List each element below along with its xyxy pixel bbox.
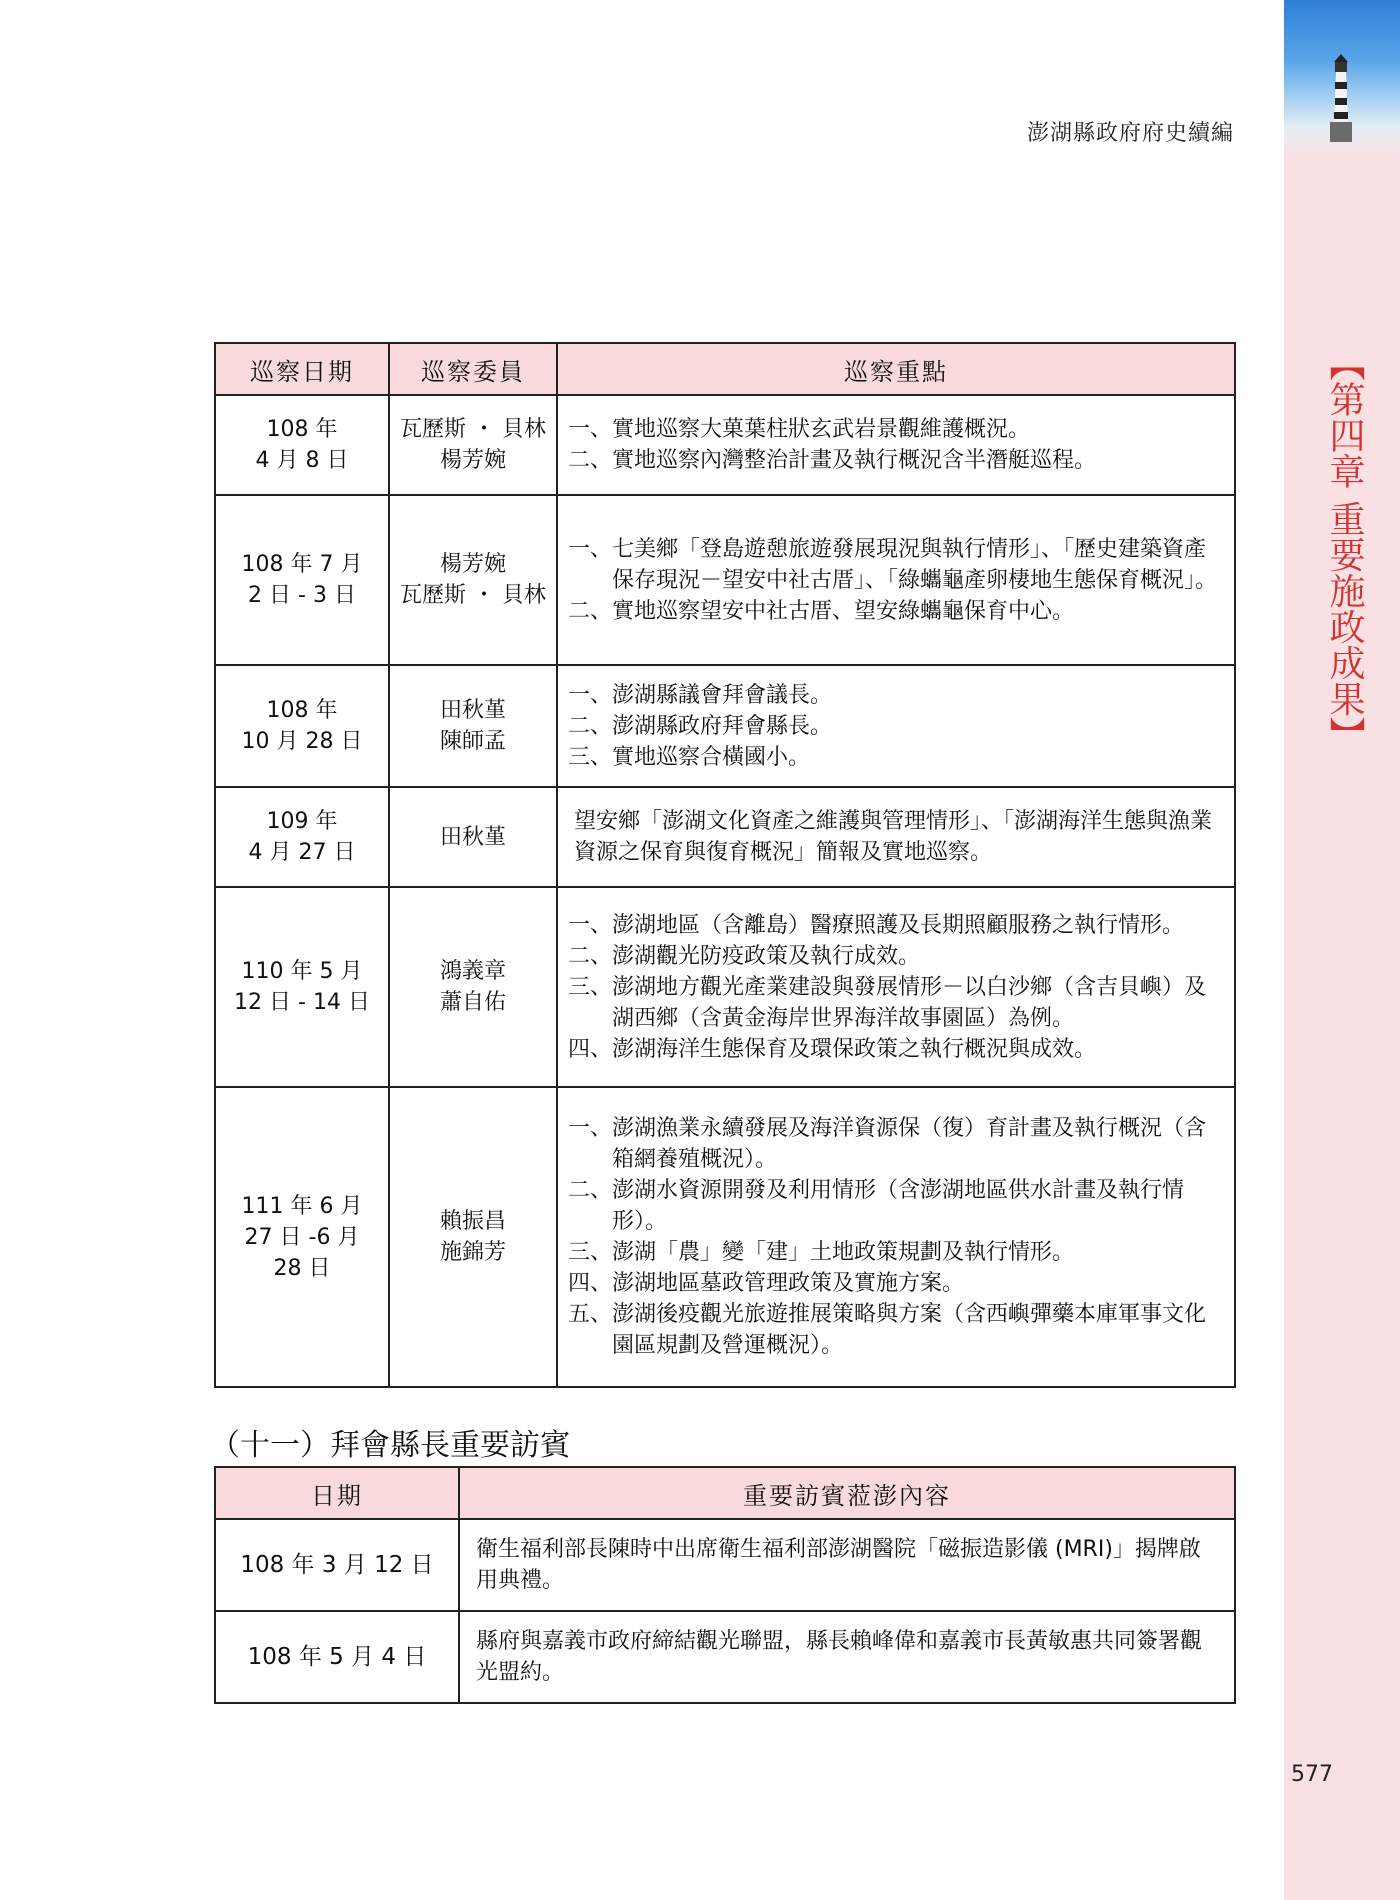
inspection-date	[215, 495, 389, 665]
date-line: 12 日 - 14 日	[234, 990, 370, 1015]
date-line: 28 日	[273, 1255, 331, 1281]
point-number: 三、	[568, 1240, 613, 1265]
point-text: 澎湖漁業永續發展及海洋資源保（復）育計畫及執行概況（含箱網養殖概況）。	[612, 1116, 1207, 1172]
date-line: 111 年 6 月	[241, 1193, 363, 1219]
point-number: 一、	[568, 682, 613, 708]
point-number: 二、	[568, 943, 613, 969]
member-name: 田秋堇	[439, 698, 506, 723]
point-item	[568, 1175, 1224, 1237]
inspection-members	[389, 395, 557, 495]
point-text: 實地巡察大菓葉柱狀玄武岩景觀維護概況。	[612, 417, 1031, 442]
date-line: 4 月 27 日	[248, 840, 356, 865]
point-text: 實地巡察合橫國小。	[612, 744, 811, 770]
point-number: 二、	[568, 713, 613, 739]
point-number: 三、	[568, 974, 613, 1000]
side-strip	[1284, 0, 1400, 1900]
point-number: 一、	[568, 1116, 613, 1141]
point-text: 澎湖縣議會拜會議長。	[612, 682, 833, 708]
point-text: 澎湖地區墓政管理政策及實施方案。	[612, 1271, 965, 1296]
point-item	[568, 534, 1224, 596]
point-item	[568, 1299, 1224, 1361]
point-number: 二、	[568, 598, 613, 624]
inspection-points	[557, 787, 1235, 887]
point-text: 澎湖後疫觀光旅遊推展策略與方案（含西嶼彈藥本庫軍事文化園區規劃及營運概況）。	[612, 1302, 1207, 1358]
inspection-points	[557, 887, 1235, 1087]
inspection-points	[557, 665, 1235, 787]
visit-date: 108 年 3 月 12 日	[215, 1519, 459, 1611]
member-name: 施錦芳	[439, 1240, 506, 1265]
inspection-date	[215, 887, 389, 1087]
running-header: 澎湖縣政府府史續編	[1026, 121, 1234, 146]
point-text: 實地巡察望安中社古厝、望安綠蠵龜保育中心。	[612, 598, 1075, 624]
inspection-table-header	[215, 343, 1235, 395]
visit-date: 108 年 5 月 4 日	[215, 1611, 459, 1703]
inspection-date	[215, 787, 389, 887]
point-item	[568, 1113, 1224, 1175]
date-line: 27 日 -6 月	[244, 1224, 360, 1250]
visitors-table-header	[215, 1467, 1235, 1519]
inspection-members	[389, 887, 557, 1087]
inspection-points	[557, 395, 1235, 495]
chapter-tab: 【第四章 重要施政成果】	[1324, 345, 1365, 753]
header-date: 巡察日期	[215, 343, 389, 395]
member-name: 楊芳婉	[439, 448, 506, 473]
point-item	[568, 445, 1224, 476]
point-text: 澎湖水資源開發及利用情形（含澎湖地區供水計畫及執行情形）。	[612, 1178, 1185, 1234]
header-points: 巡察重點	[557, 343, 1235, 395]
inspection-points	[557, 495, 1235, 665]
point-item	[568, 414, 1224, 445]
point-text: 澎湖「農」變「建」土地政策規劃及執行情形。	[612, 1240, 1075, 1265]
inspection-members	[389, 495, 557, 665]
member-name: 瓦歷斯 ・ 貝林	[400, 417, 546, 442]
date-line: 108 年 7 月	[241, 552, 363, 577]
visit-content: 衛生福利部長陳時中出席衛生福利部澎湖醫院「磁振造影儀 (MRI)」揭牌啟用典禮。	[459, 1519, 1235, 1611]
point-item	[568, 1237, 1224, 1268]
inspection-members	[389, 665, 557, 787]
inspection-members	[389, 1087, 557, 1387]
lighthouse-icon	[1324, 52, 1358, 142]
point-text: 澎湖觀光防疫政策及執行成效。	[612, 943, 921, 969]
date-line: 10 月 28 日	[241, 729, 363, 754]
point-item	[568, 680, 1224, 711]
inspection-members	[389, 787, 557, 887]
date-line: 110 年 5 月	[241, 959, 363, 984]
page-number: 577	[1291, 1762, 1333, 1787]
table-row	[215, 665, 1235, 787]
point-number: 二、	[568, 448, 613, 473]
header-visit-content: 重要訪賓蒞澎內容	[459, 1467, 1235, 1519]
date-line: 2 日 - 3 日	[248, 583, 356, 608]
point-number: 五、	[568, 1302, 613, 1327]
date-line: 108 年	[266, 698, 338, 723]
point-item	[568, 596, 1224, 627]
point-item	[568, 910, 1224, 941]
member-name: 鴻義章	[439, 959, 506, 984]
member-name: 蕭自佑	[439, 990, 506, 1015]
point-number: 一、	[568, 912, 613, 938]
point-item	[568, 941, 1224, 972]
date-line: 109 年	[266, 809, 338, 834]
point-number: 一、	[568, 417, 613, 442]
member-name: 楊芳婉	[439, 552, 506, 577]
table-row	[215, 1519, 1235, 1611]
table-row	[215, 1611, 1235, 1703]
point-item	[568, 1034, 1224, 1065]
date-line: 4 月 8 日	[255, 448, 349, 473]
point-text: 七美鄉「登島遊憩旅遊發展現況與執行情形」、「歷史建築資產保存現況－望安中社古厝」、「綠蠵龜產卵棲地生態保育概況」。	[612, 536, 1218, 593]
table-row	[215, 495, 1235, 665]
section-title: （十一）拜會縣長重要訪賓	[210, 1428, 570, 1463]
point-item	[568, 711, 1224, 742]
visitors-table	[214, 1466, 1236, 1704]
inspection-date	[215, 1087, 389, 1387]
point-paragraph: 望安鄉「澎湖文化資產之維護與管理情形」、「澎湖海洋生態與漁業資源之保育與復育概況」簡報及實地巡察。	[574, 809, 1213, 865]
header-members: 巡察委員	[389, 343, 557, 395]
point-item	[568, 1268, 1224, 1299]
point-text: 實地巡察內灣整治計畫及執行概況含半潛艇巡程。	[612, 448, 1097, 473]
point-number: 一、	[568, 536, 613, 562]
member-name: 田秋堇	[439, 824, 506, 850]
inspection-points	[557, 1087, 1235, 1387]
lighthouse-photo	[1284, 0, 1400, 160]
point-item	[568, 742, 1224, 773]
member-name: 陳師孟	[439, 729, 506, 754]
member-name: 瓦歷斯 ・ 貝林	[400, 583, 546, 608]
inspection-date	[215, 665, 389, 787]
member-name: 賴振昌	[439, 1209, 506, 1234]
table-row	[215, 787, 1235, 887]
table-row	[215, 887, 1235, 1087]
table-row	[215, 395, 1235, 495]
point-number: 三、	[568, 744, 613, 770]
point-text: 澎湖地區（含離島）醫療照護及長期照顧服務之執行情形。	[612, 912, 1185, 938]
point-text: 澎湖海洋生態保育及環保政策之執行概況與成效。	[612, 1036, 1097, 1062]
point-number: 四、	[568, 1036, 613, 1062]
point-item	[568, 972, 1224, 1034]
header-visit-date: 日期	[215, 1467, 459, 1519]
point-number: 二、	[568, 1178, 613, 1203]
inspection-date	[215, 395, 389, 495]
point-text: 澎湖縣政府拜會縣長。	[612, 713, 833, 739]
table-row	[215, 1087, 1235, 1387]
inspection-table	[214, 342, 1236, 1388]
date-line: 108 年	[266, 417, 338, 442]
point-text: 澎湖地方觀光產業建設與發展情形－以白沙鄉（含吉貝嶼）及湖西鄉（含黃金海岸世界海洋故事園區）為例。	[612, 974, 1207, 1031]
point-number: 四、	[568, 1271, 613, 1296]
visit-content: 縣府與嘉義市政府締結觀光聯盟，縣長賴峰偉和嘉義市長黃敏惠共同簽署觀光盟約。	[459, 1611, 1235, 1703]
